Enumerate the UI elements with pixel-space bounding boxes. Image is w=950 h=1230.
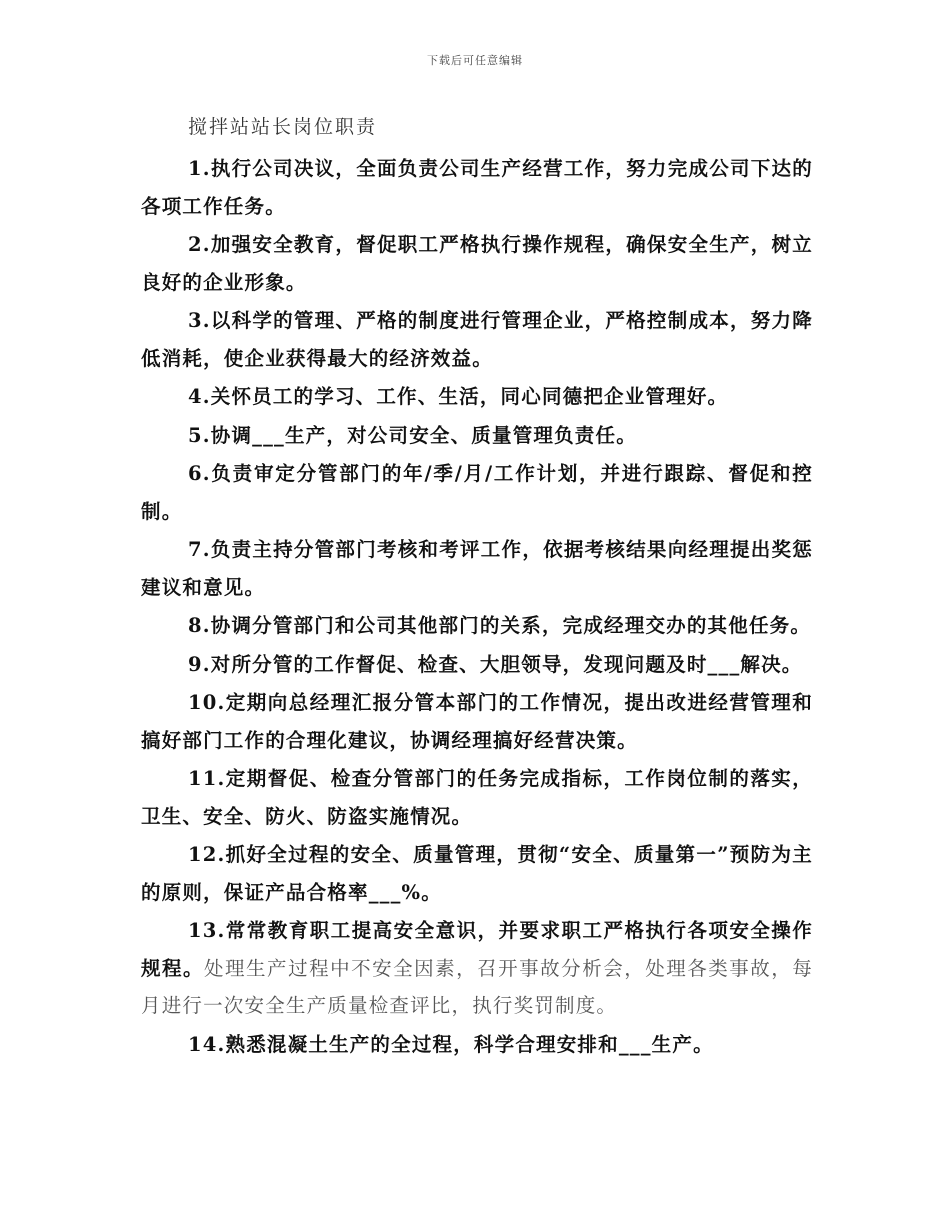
duty-item-10: 10.定期向总经理汇报分管本部门的工作情况，提出改进经营管理和搞好部门工作的合理化建议，协调经理搞好经营决策。: [141, 691, 813, 752]
duty-item-13-main: 13.常常教育职工提高安全意识，并要求职工严格执行各项安全操作规程。: [141, 919, 813, 980]
duty-item-9: 9.对所分管的工作督促、检查、大胆领导，发现问题及时___解决。: [188, 652, 803, 676]
page-header-note: 下载后可任意编辑: [427, 54, 523, 67]
duty-item-12: 12.抓好全过程的安全、质量管理，贯彻“安全、质量第一”预防为主的原则，保证产品合格率___%。: [141, 843, 813, 904]
document-title: 搅拌站站长岗位职责: [188, 116, 378, 138]
duty-item-3: 3.以科学的管理、严格的制度进行管理企业，严格控制成本，努力降低消耗，使企业获得最大的经济效益。: [141, 309, 813, 370]
duty-item-11: 11.定期督促、检查分管部门的任务完成指标，工作岗位制的落实，卫生、安全、防火、防盗实施情况。: [141, 767, 813, 828]
duty-item-13: [141, 912, 813, 1025]
duty-item-13-continued: 处理生产过程中不安全因素，召开事故分析会，处理各类事故，每月进行一次安全生产质量检查评比，执行奖罚制度。: [141, 956, 813, 1017]
duty-item-14: 14.熟悉混凝土生产的全过程，科学合理安排和___生产。: [188, 1032, 714, 1056]
duty-item-1: 1.执行公司决议，全面负责公司生产经营工作，努力完成公司下达的各项工作任务。: [141, 157, 813, 218]
duty-item-6: 6.负责审定分管部门的年/季/月/工作计划，并进行跟踪、督促和控制。: [141, 462, 813, 523]
document-body: [141, 110, 813, 1064]
duty-item-4: 4.关怀员工的学习、工作、生活，同心同德把企业管理好。: [188, 385, 729, 408]
duty-item-8: 8.协调分管部门和公司其他部门的关系，完成经理交办的其他任务。: [188, 614, 812, 637]
duty-item-5: 5.协调___生产，对公司安全、质量管理负责任。: [188, 423, 637, 447]
duty-item-2: 2.加强安全教育，督促职工严格执行操作规程，确保安全生产，树立良好的企业形象。: [141, 233, 813, 294]
duty-item-7: 7.负责主持分管部门考核和考评工作，依据考核结果向经理提出奖惩建议和意见。: [141, 538, 813, 599]
